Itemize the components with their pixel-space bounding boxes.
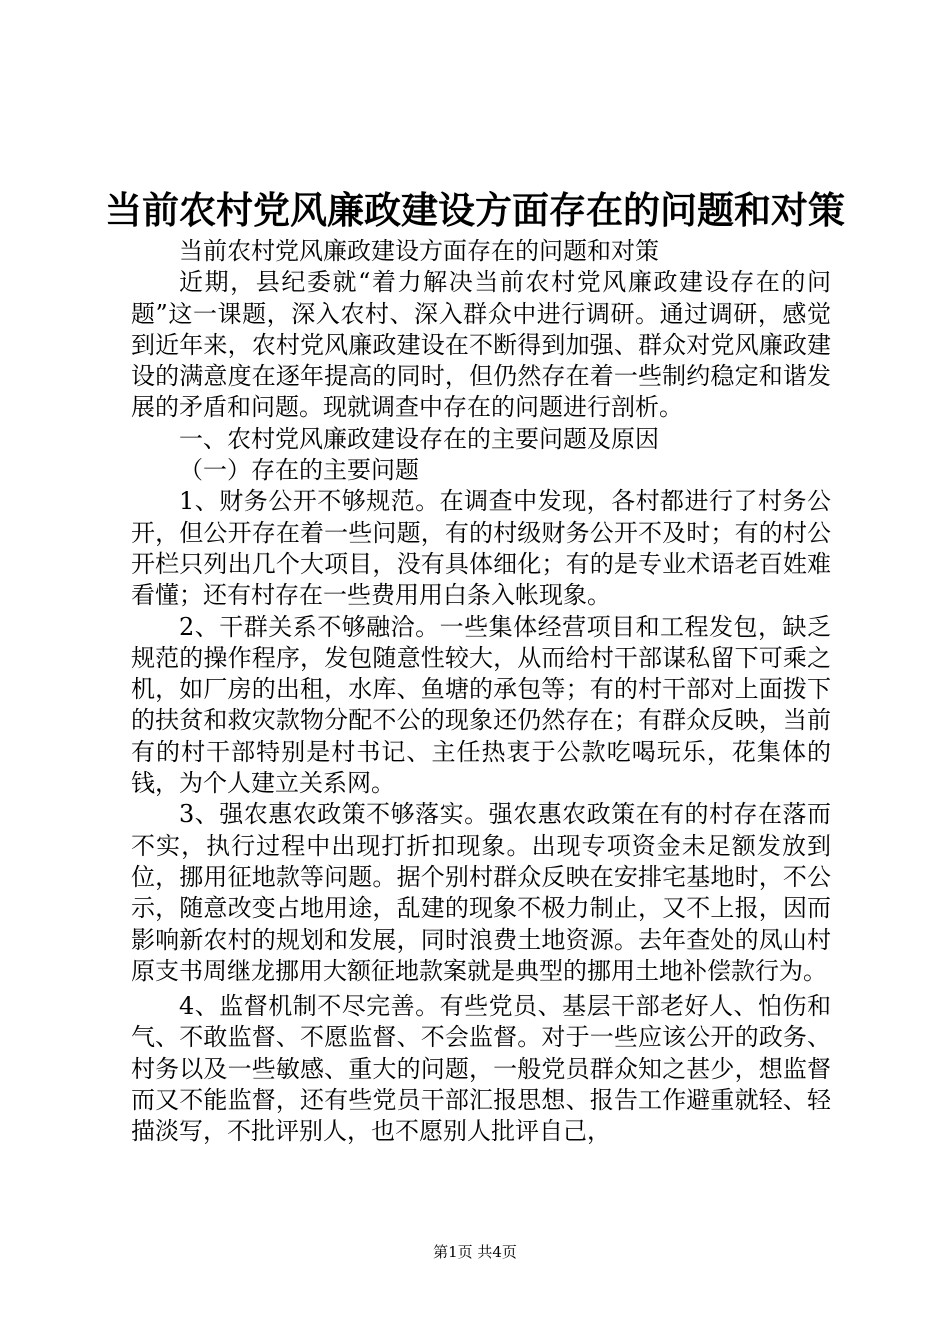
paragraph-item-3: 3、强农惠农政策不够落实。强农惠农政策在有的村存在落而不实，执行过程中出现打折扣现象。出现专项资金未足额发放到位，挪用征地款等问题。据个别村群众反映在安排宅基地时，不公示，随意改变占地用途，乱建的现象不极力制止，又不上报，因而影响新农村的规划和发展，同时浪费土地资源。去年查处的凤山村原支书周继龙挪用大额征地款案就是典型的挪用土地补偿款行为。 xyxy=(131,800,831,985)
paragraph-subtitle: 当前农村党风廉政建设方面存在的问题和对策 xyxy=(179,237,659,265)
paragraph-item-1: 1、财务公开不够规范。在调查中发现，各村都进行了村务公开，但公开存在着一些问题，有的村级财务公开不及时；有的村公开栏只列出几个大项目，没有具体细化；有的是专业术语老百姓难看懂；还有村存在一些费用用白条入帐现象。 xyxy=(131,487,831,610)
paragraph-item-4: 4、监督机制不尽完善。有些党员、基层干部老好人、怕伤和气、不敢监督、不愿监督、不会监督。对于一些应该公开的政务、村务以及一些敏感、重大的问题，一般党员群众知之甚少，想监督而又不能监督，还有些党员干部汇报思想、报告工作避重就轻、轻描淡写，不批评别人，也不愿别人批评自己， xyxy=(131,992,831,1146)
subsection-heading: （一）存在的主要问题 xyxy=(179,456,419,485)
section-heading: 一、农村党风廉政建设存在的主要问题及原因 xyxy=(179,424,659,453)
page-number-footer: 第1页 共4页 xyxy=(433,1243,517,1261)
document-title: 当前农村党风廉政建设方面存在的问题和对策 xyxy=(105,188,845,232)
paragraph-intro: 近期，县纪委就“着力解决当前农村党风廉政建设存在的问题”这一课题，深入农村、深入群众中进行调研。通过调研，感觉到近年来，农村党风廉政建设在不断得到加强、群众对党风廉政建设的满意度在逐年提高的同时，但仍然存在着一些制约稳定和谐发展的矛盾和问题。现就调查中存在的问题进行剖析。 xyxy=(131,268,831,422)
document-body xyxy=(131,236,831,1148)
paragraph-item-2: 2、干群关系不够融洽。一些集体经营项目和工程发包，缺乏规范的操作程序，发包随意性较大，从而给村干部谋私留下可乘之机，如厂房的出租，水库、鱼塘的承包等；有的村干部对上面拨下的扶贫和救灾款物分配不公的现象还仍然存在；有群众反映，当前有的村干部特别是村书记、主任热衷于公款吃喝玩乐，花集体的钱，为个人建立关系网。 xyxy=(131,612,831,798)
